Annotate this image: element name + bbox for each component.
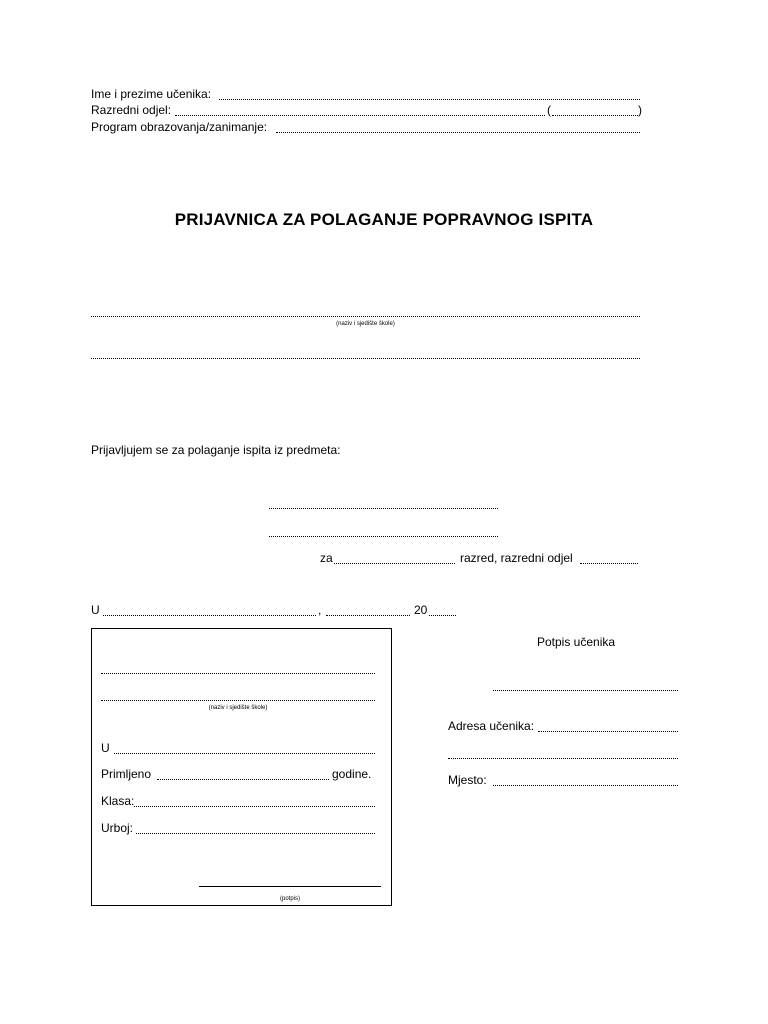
- official-signature-caption: (potpis): [279, 896, 300, 902]
- paren-open: (: [547, 103, 551, 117]
- address-field-1[interactable]: [538, 731, 678, 732]
- program-field[interactable]: [276, 132, 640, 133]
- student-name-label: Ime i prezime učenika:: [91, 87, 212, 101]
- klasa-field[interactable]: [134, 806, 375, 807]
- subject-field-2[interactable]: [269, 536, 498, 537]
- registration-statement: Prijavljujem se za polaganje ispita iz predmeta:: [91, 443, 341, 457]
- subject-field-1[interactable]: [269, 508, 498, 509]
- student-signature-label: Potpis učenika: [537, 635, 616, 649]
- school-caption: (naziv i sjedište škole): [336, 321, 395, 327]
- place-of-residence-field[interactable]: [493, 785, 678, 786]
- grade-label: razred, razredni odjel: [460, 551, 573, 565]
- year-label: godine.: [332, 767, 372, 781]
- box-u-label: U: [101, 741, 110, 755]
- year-field[interactable]: [429, 615, 456, 616]
- received-date-field[interactable]: [157, 779, 329, 780]
- program-label: Program obrazovanja/zanimanje:: [91, 120, 268, 134]
- year-prefix: 20: [414, 603, 428, 617]
- urbroj-field[interactable]: [136, 833, 375, 834]
- box-school-field-2[interactable]: [101, 700, 375, 701]
- grade-field[interactable]: [334, 563, 455, 564]
- official-signature-line[interactable]: [199, 886, 381, 887]
- box-school-field-1[interactable]: [101, 673, 375, 674]
- page-title: PRIJAVNICA ZA POLAGANJE POPRAVNOG ISPITA: [174, 210, 594, 229]
- address-field-2[interactable]: [448, 758, 678, 759]
- place-label: Mjesto:: [448, 773, 487, 787]
- date-field[interactable]: [326, 615, 410, 616]
- klasa-label: Klasa:: [101, 794, 135, 808]
- class-label: Razredni odjel:: [91, 103, 172, 117]
- class-code-field[interactable]: [552, 115, 638, 116]
- student-signature-field[interactable]: [493, 690, 678, 691]
- paren-close: ): [638, 103, 642, 117]
- received-label: Primljeno: [101, 767, 152, 781]
- address-label: Adresa učenika:: [448, 719, 535, 733]
- school-name-field-1[interactable]: [91, 316, 640, 317]
- student-name-field[interactable]: [219, 99, 640, 100]
- date-separator: ,: [318, 603, 322, 617]
- place-u-label: U: [91, 603, 100, 617]
- za-label: za: [320, 551, 333, 565]
- urbroj-label: Urboj:: [101, 821, 134, 835]
- class-section-field[interactable]: [580, 563, 638, 564]
- box-school-caption: (naziv i sjedište škole): [208, 705, 268, 711]
- class-field[interactable]: [175, 115, 545, 116]
- place-field[interactable]: [103, 615, 316, 616]
- school-name-field-2[interactable]: [91, 358, 640, 359]
- box-place-field[interactable]: [114, 753, 375, 754]
